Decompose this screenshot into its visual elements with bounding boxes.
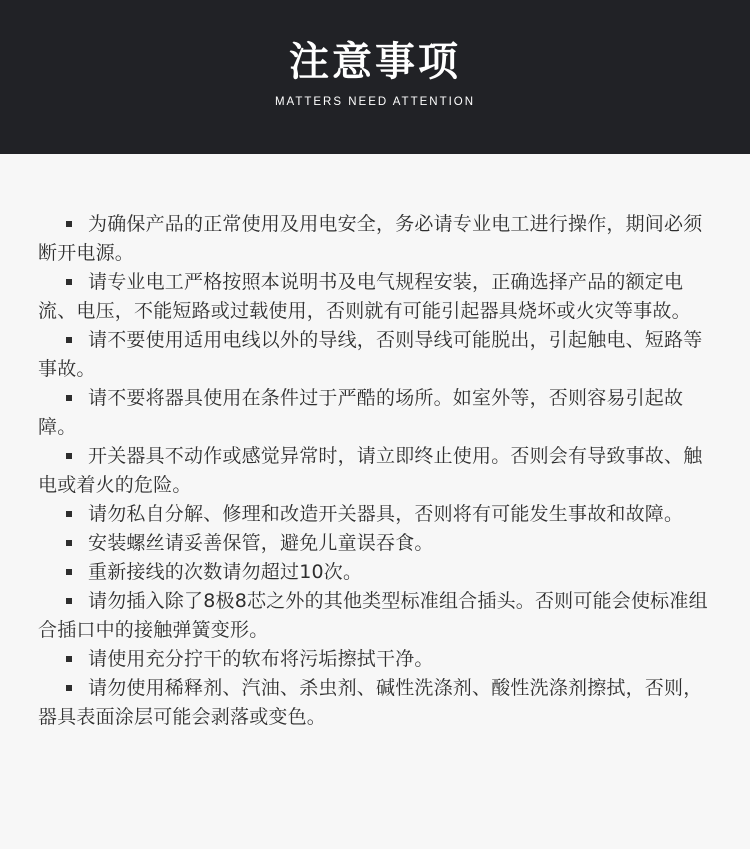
notice-text: 请使用充分拧干的软布将污垢擦拭干净。: [88, 648, 434, 670]
notice-item: [38, 645, 718, 674]
square-bullet-icon: [66, 337, 72, 343]
notice-item: [38, 674, 718, 732]
notice-item: [38, 384, 718, 442]
square-bullet-icon: [66, 656, 72, 662]
page-subtitle: MATTERS NEED ATTENTION: [274, 96, 476, 108]
notice-text: 重新接线的次数请勿超过10次。: [88, 561, 363, 583]
notice-item: [38, 587, 718, 645]
notice-text: 开关器具不动作或感觉异常时，请立即终止使用。否则会有导致事故、触电或着火的危险。: [38, 445, 703, 496]
notice-text: 请专业电工严格按照本说明书及电气规程安装，正确选择产品的额定电流、电压，不能短路或过载使用，否则就有可能引起器具烧坏或火灾等事故。: [38, 271, 691, 322]
square-bullet-icon: [66, 453, 72, 459]
notice-item: [38, 442, 718, 500]
notice-item: [38, 268, 718, 326]
notice-text: 安装螺丝请妥善保管，避免儿童误吞食。: [88, 532, 434, 554]
square-bullet-icon: [66, 511, 72, 517]
notice-list: [38, 210, 718, 732]
notice-text: 请勿私自分解、修理和改造开关器具，否则将有可能发生事故和故障。: [88, 503, 684, 525]
square-bullet-icon: [66, 569, 72, 575]
notice-section: [38, 0, 718, 732]
square-bullet-icon: [66, 395, 72, 401]
notice-item: [38, 210, 718, 268]
notice-text: 请勿使用稀释剂、汽油、杀虫剂、碱性洗涤剂、酸性洗涤剂擦拭，否则，器具表面涂层可能会剥落或变色。: [38, 677, 703, 728]
square-bullet-icon: [66, 540, 72, 546]
notice-text: 请不要将器具使用在条件过于严酷的场所。如室外等，否则容易引起故障。: [38, 387, 684, 438]
notice-item: [38, 500, 718, 529]
notice-item: [38, 529, 718, 558]
notice-text: 请不要使用适用电线以外的导线，否则导线可能脱出，引起触电、短路等事故。: [38, 329, 703, 380]
notice-item: [38, 326, 718, 384]
page-title: 注意事项: [289, 39, 461, 85]
square-bullet-icon: [66, 598, 72, 604]
square-bullet-icon: [66, 221, 72, 227]
notice-text: 为确保产品的正常使用及用电安全，务必请专业电工进行操作，期间必须断开电源。: [38, 213, 703, 264]
notice-item: [38, 558, 718, 587]
square-bullet-icon: [66, 685, 72, 691]
notice-text: 请勿插入除了8极8芯之外的其他类型标准组合插头。否则可能会使标准组合插口中的接触弹簧变形。: [38, 590, 708, 641]
square-bullet-icon: [66, 279, 72, 285]
